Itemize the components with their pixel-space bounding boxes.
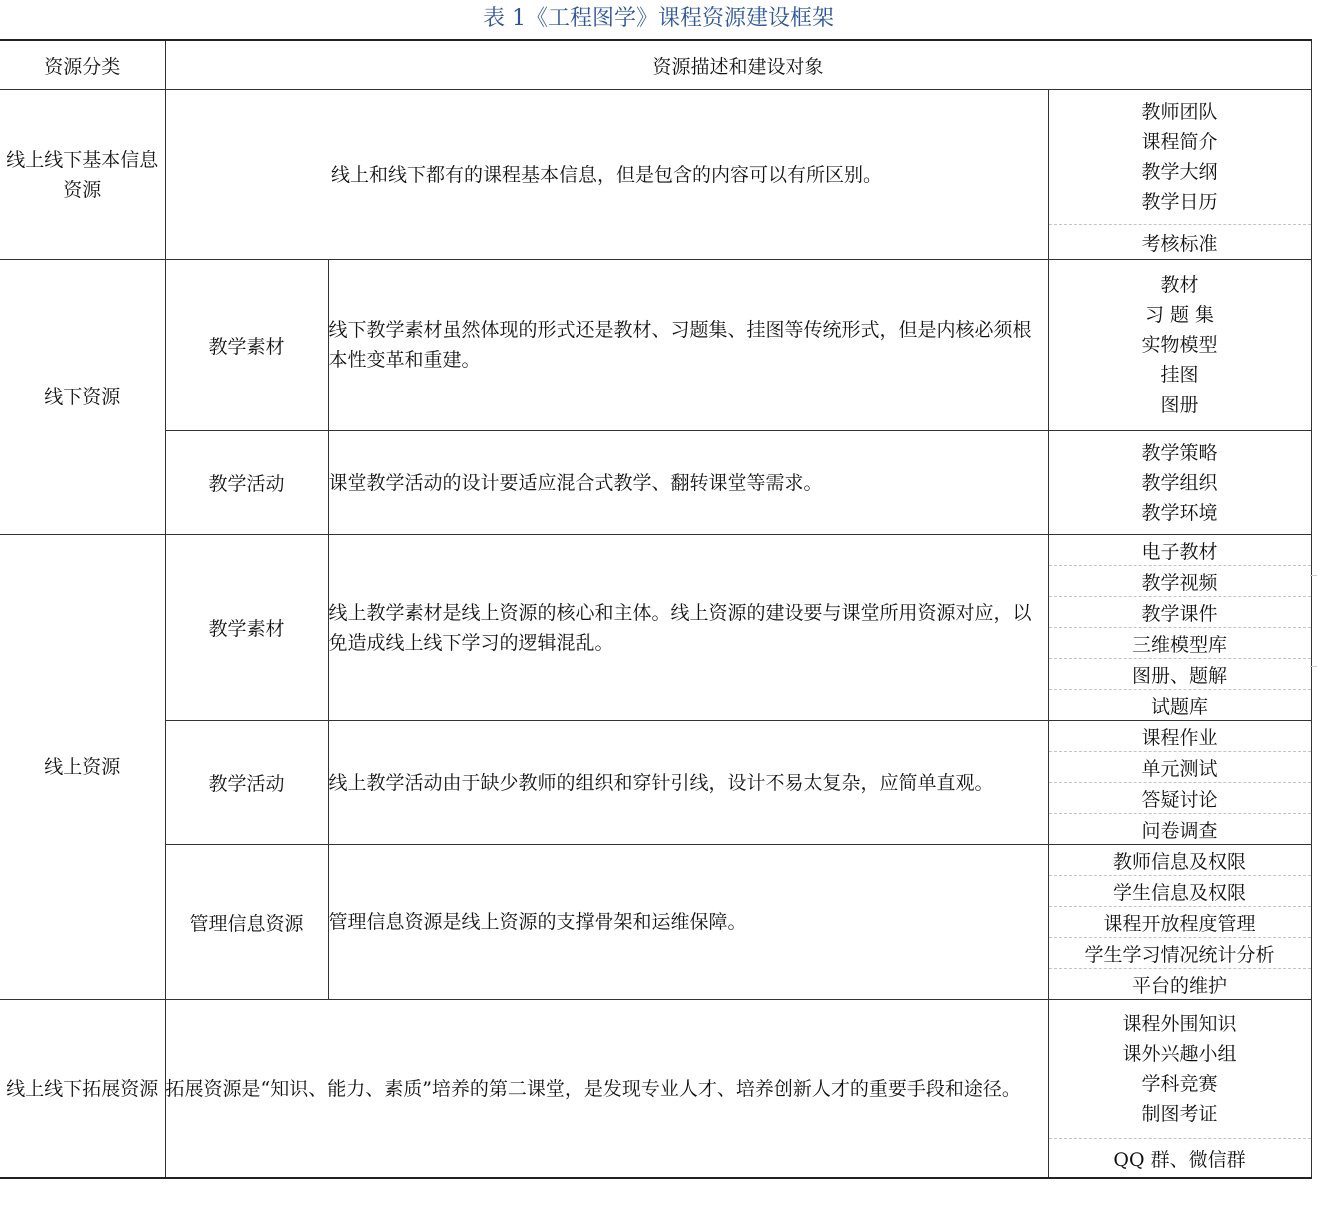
list-item: 实物模型	[1141, 334, 1218, 356]
description-basic-info: 线上和线下都有的课程基本信息，但是包含的内容可以有所区别。	[165, 90, 1048, 260]
table-row	[0, 535, 1311, 566]
header-row	[0, 40, 1311, 90]
table-row	[0, 721, 1311, 752]
list-item: 教师信息及权限	[1048, 845, 1311, 876]
objects-offline-materials	[1048, 260, 1311, 431]
list-item: QQ 群、微信群	[1048, 1139, 1311, 1179]
list-item: 图册	[1160, 394, 1199, 416]
list-item: 教学策略	[1141, 441, 1218, 464]
category-online: 线上资源	[0, 535, 165, 1000]
list-item: 制图考证	[1141, 1103, 1218, 1125]
category-offline: 线下资源	[0, 260, 165, 535]
list-item: 挂图	[1160, 364, 1199, 386]
list-item: 教材	[1160, 274, 1199, 296]
description-online-management: 管理信息资源是线上资源的支撑骨架和运维保障。	[328, 845, 1048, 1000]
category-basic-info: 线上线下基本信息资源	[0, 90, 165, 260]
list-item: 考核标准	[1048, 225, 1311, 260]
page-edge-mark	[1310, 666, 1317, 667]
header-category: 资源分类	[0, 40, 165, 90]
description-extension: 拓展资源是“知识、能力、素质”培养的第二课堂，是发现专业人才、培养创新人才的重要手段和途径。	[165, 1000, 1048, 1179]
list-item: 学生学习情况统计分析	[1048, 938, 1311, 969]
description-online-activities: 线上教学活动由于缺少教师的组织和穿针引线，设计不易太复杂，应简单直观。	[328, 721, 1048, 845]
list-item: 教学组织	[1141, 471, 1218, 494]
list-item: 课外兴趣小组	[1122, 1043, 1237, 1065]
list-item: 学生信息及权限	[1048, 876, 1311, 907]
list-item: 习 题 集	[1144, 304, 1215, 326]
list-item: 课程开放程度管理	[1048, 907, 1311, 938]
list-item: 教学日历	[1141, 191, 1218, 213]
list-item: 教学视频	[1048, 566, 1311, 597]
description-offline-activities: 课堂教学活动的设计要适应混合式教学、翻转课堂等需求。	[328, 431, 1048, 535]
subcategory-online-activities: 教学活动	[165, 721, 328, 845]
list-item: 电子教材	[1048, 535, 1311, 566]
list-item: 教学大纲	[1141, 161, 1218, 183]
list-item: 教师团队	[1141, 101, 1218, 123]
table-row	[0, 845, 1311, 876]
subcategory-offline-materials: 教学素材	[165, 260, 328, 431]
subcategory-online-materials: 教学素材	[165, 535, 328, 721]
objects-offline-activities	[1048, 431, 1311, 535]
list-item: 课程外围知识	[1122, 1013, 1237, 1035]
list-item: 问卷调查	[1048, 814, 1311, 845]
table-row	[0, 431, 1311, 535]
category-extension: 线上线下拓展资源	[0, 1000, 165, 1179]
list-item: 课程简介	[1141, 131, 1218, 153]
table-row	[0, 260, 1311, 431]
list-item: 平台的维护	[1048, 969, 1311, 1000]
list-item: 单元测试	[1048, 752, 1311, 783]
subcategory-offline-activities: 教学活动	[165, 431, 328, 535]
objects-extension	[1048, 1000, 1311, 1139]
page-edge-mark	[1310, 575, 1317, 576]
list-item: 试题库	[1048, 690, 1311, 721]
table-row	[0, 1000, 1311, 1139]
description-online-materials: 线上教学素材是线上资源的核心和主体。线上资源的建设要与课堂所用资源对应，以免造成线上线下学习的逻辑混乱。	[328, 535, 1048, 721]
list-item: 三维模型库	[1048, 628, 1311, 659]
objects-basic-info	[1048, 90, 1311, 225]
table-caption: 表 1《工程图学》课程资源建设框架	[483, 6, 834, 31]
description-offline-materials: 线下教学素材虽然体现的形式还是教材、习题集、挂图等传统形式，但是内核必须根本性变革和重建。	[328, 260, 1048, 431]
table-row	[0, 90, 1311, 225]
subcategory-online-management: 管理信息资源	[165, 845, 328, 1000]
list-item: 教学环境	[1141, 501, 1218, 524]
list-item: 学科竞赛	[1141, 1073, 1218, 1095]
list-item: 图册、题解	[1048, 659, 1311, 690]
list-item: 答疑讨论	[1048, 783, 1311, 814]
list-item: 课程作业	[1048, 721, 1311, 752]
header-description: 资源描述和建设对象	[165, 40, 1311, 90]
resource-framework-table	[0, 39, 1312, 1179]
list-item: 教学课件	[1048, 597, 1311, 628]
